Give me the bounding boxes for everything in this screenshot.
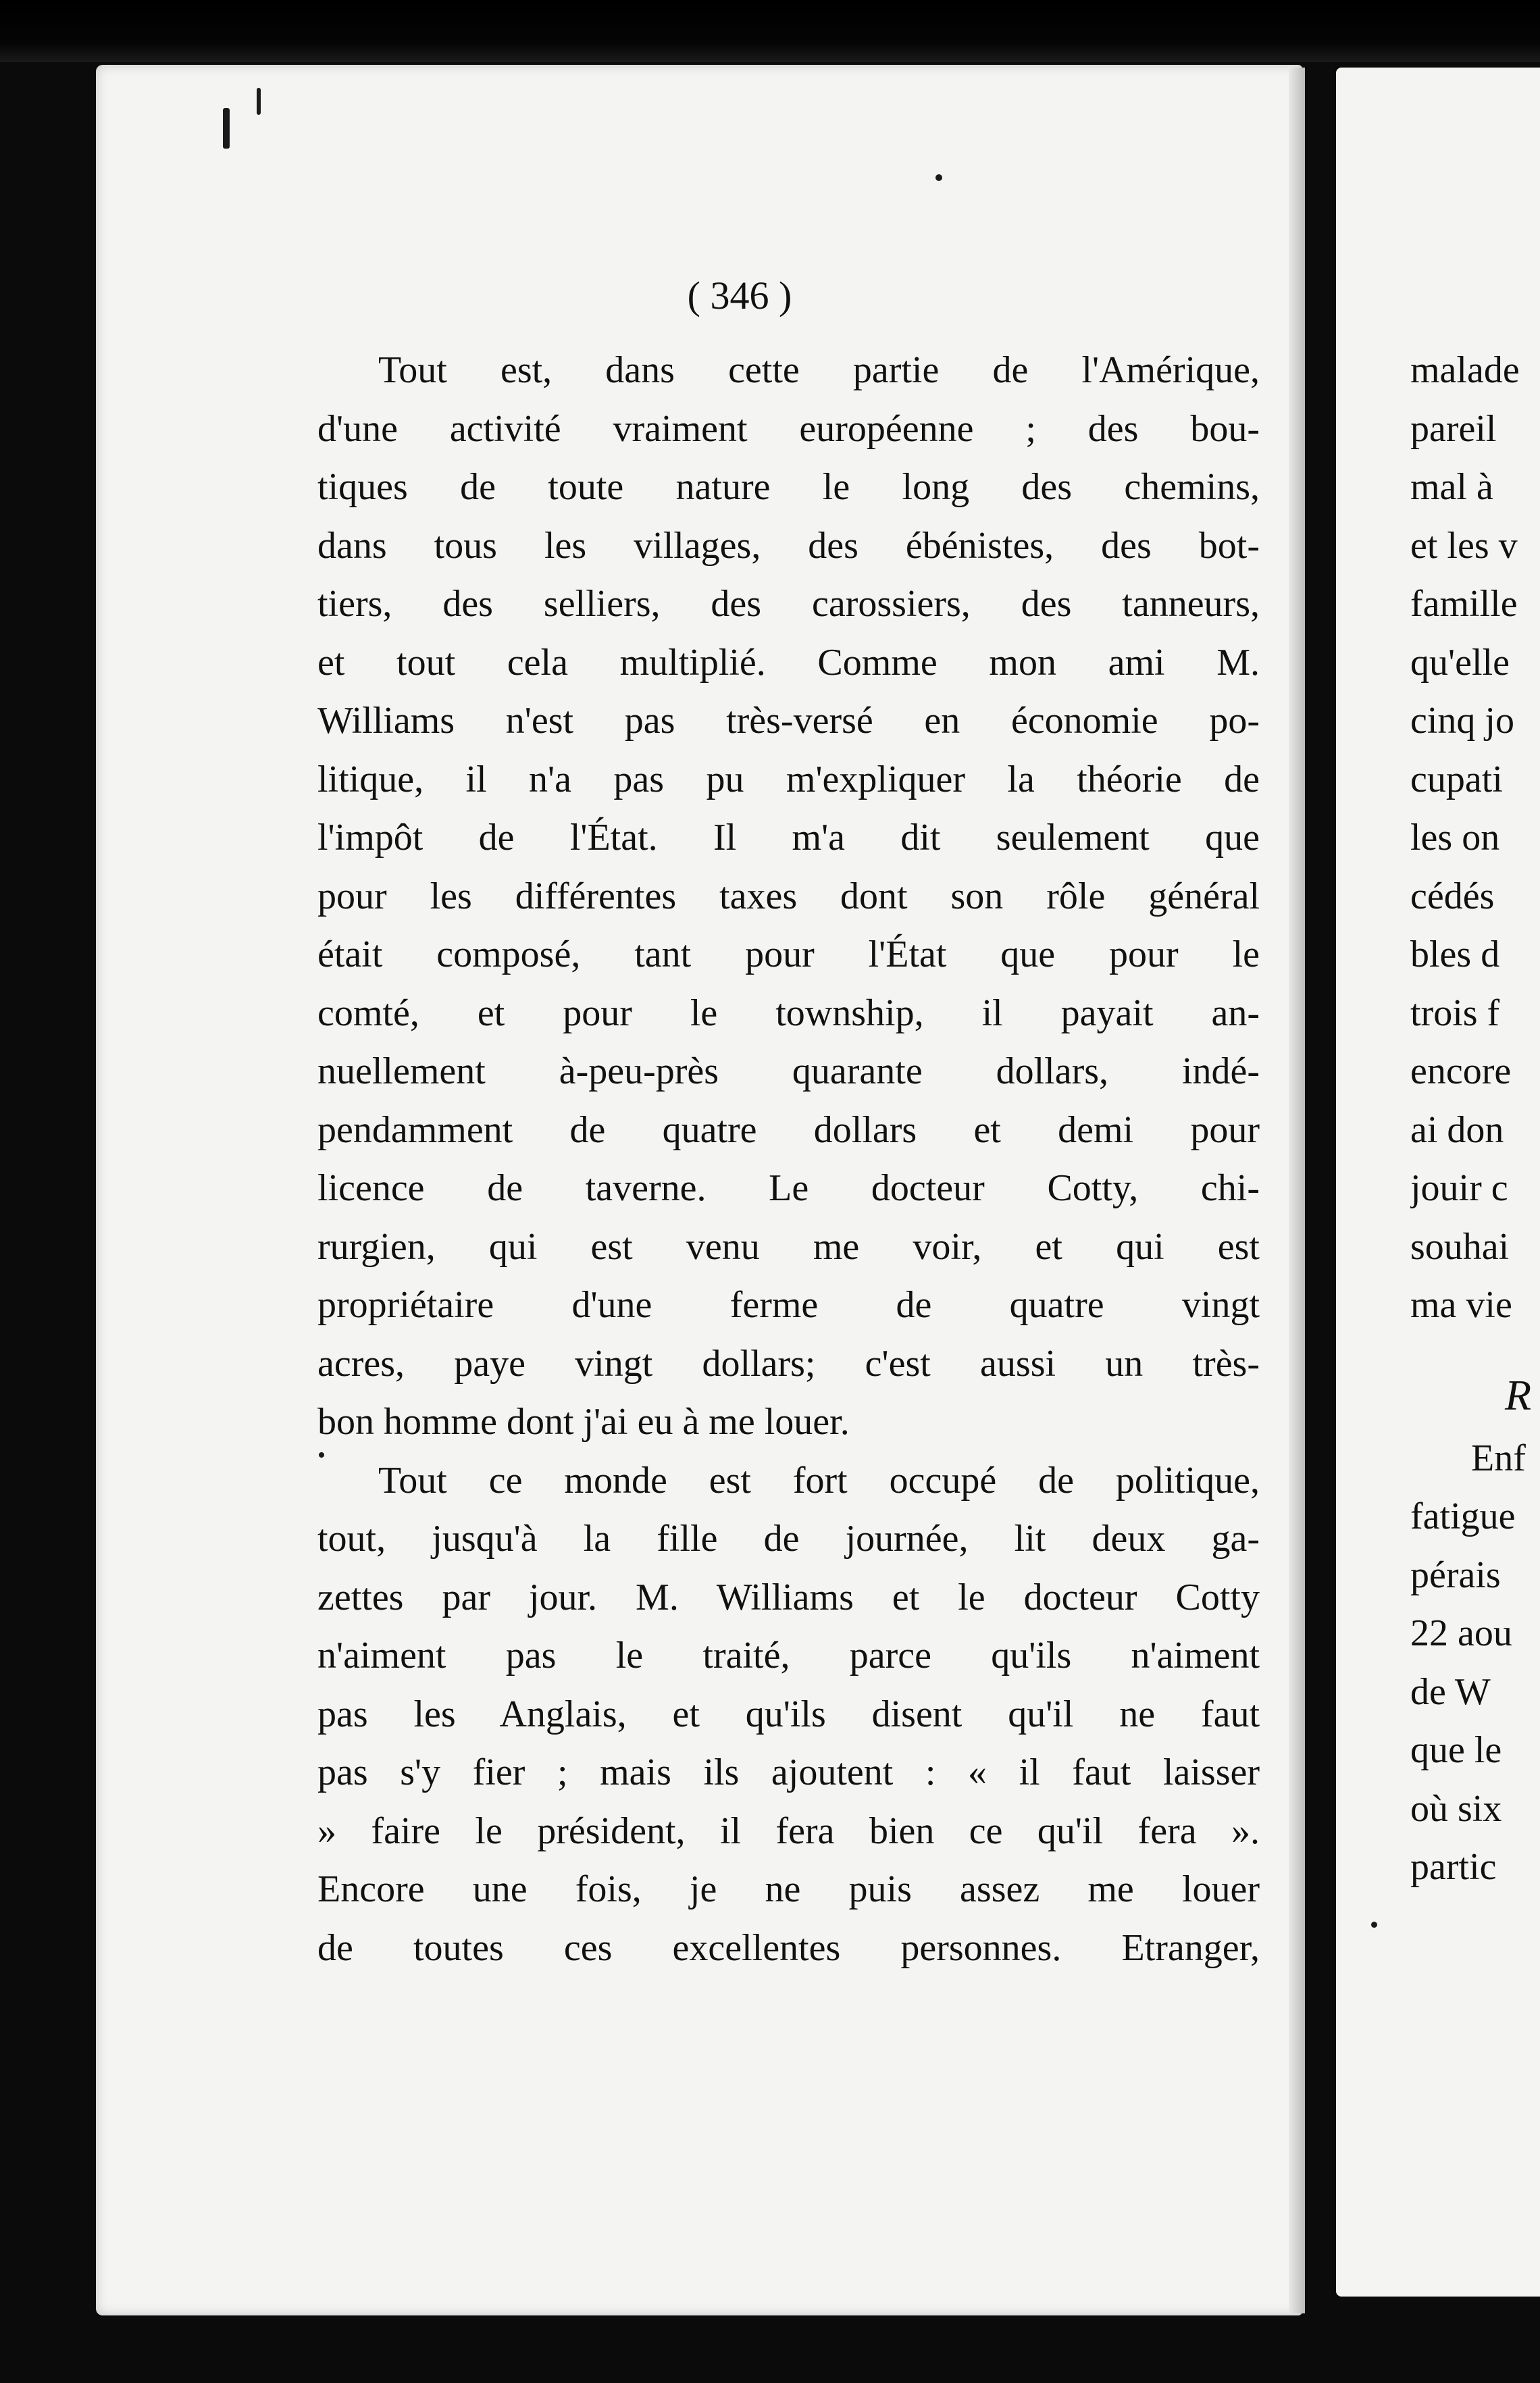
text-line: était composé, tant pour l'État que pour le <box>317 933 1260 975</box>
text-line: Enf <box>1471 1437 1526 1479</box>
text-line: de W <box>1410 1670 1491 1713</box>
text-line: tiques de toute nature le long des chemins, <box>317 466 1260 508</box>
text-line: d'une activité vraiment européenne ; des bou- <box>317 407 1260 450</box>
scan-mark <box>257 88 261 115</box>
text-line: jouir c <box>1410 1167 1508 1209</box>
text-line: encore <box>1410 1050 1512 1092</box>
text-line: ai don <box>1410 1108 1504 1151</box>
text-line: malade <box>1410 349 1520 391</box>
text-line: bles d <box>1410 933 1500 975</box>
text-line: fatigue <box>1410 1495 1516 1537</box>
text-line: zettes par jour. M. Williams et le docteur Cotty <box>317 1576 1260 1618</box>
text-line: où six <box>1410 1787 1502 1830</box>
text-line: pareil <box>1410 407 1497 450</box>
text-line: Tout est, dans cette partie de l'Amérique, <box>378 349 1260 391</box>
text-line: cupati <box>1410 758 1503 800</box>
text-line: partic <box>1410 1846 1497 1888</box>
scan-mark <box>223 108 230 149</box>
text-line: bon homme dont j'ai eu à me louer. <box>317 1401 850 1443</box>
text-line: comté, et pour le township, il payait an- <box>317 992 1260 1034</box>
text-line: trois f <box>1410 992 1500 1034</box>
text-line: l'impôt de l'État. Il m'a dit seulement que <box>317 817 1260 859</box>
text-line: licence de taverne. Le docteur Cotty, chi- <box>317 1167 1260 1209</box>
text-line: 22 aou <box>1410 1612 1512 1654</box>
left-page-body-text <box>317 341 1260 1977</box>
scan-speck <box>1371 1922 1377 1928</box>
text-line: cinq jo <box>1410 700 1514 742</box>
text-line: pour les différentes taxes dont son rôle général <box>317 875 1260 917</box>
text-line: de toutes ces excellentes personnes. Etranger, <box>317 1926 1260 1969</box>
text-line: qu'elle <box>1410 641 1510 684</box>
text-line: pas s'y fier ; mais ils ajoutent : « il faut laisser <box>317 1751 1260 1793</box>
text-line: ma vie <box>1410 1284 1512 1326</box>
text-line: famille <box>1410 583 1518 625</box>
text-line: et tout cela multiplié. Comme mon ami M. <box>317 641 1260 684</box>
text-line: pas les Anglais, et qu'ils disent qu'il ne faut <box>317 1693 1260 1735</box>
text-line: Williams n'est pas très-versé en économie po- <box>317 700 1260 742</box>
text-line: et les v <box>1410 524 1518 567</box>
text-line: litique, il n'a pas pu m'expliquer la théorie de <box>317 758 1260 800</box>
text-line: n'aiment pas le traité, parce qu'ils n'aiment <box>317 1635 1260 1676</box>
text-line: dans tous les villages, des ébénistes, des bot- <box>317 524 1260 567</box>
text-line: pendamment de quatre dollars et demi pour <box>317 1108 1260 1151</box>
page-number: ( 346 ) <box>687 274 792 317</box>
text-line: cédés <box>1410 875 1495 917</box>
left-page-edge <box>1289 68 1305 2313</box>
text-line: propriétaire d'une ferme de quatre vingt <box>317 1284 1260 1326</box>
text-line: Encore une fois, je ne puis assez me louer <box>317 1868 1260 1910</box>
scan-speck <box>319 1452 324 1458</box>
section-heading: R <box>1505 1370 1532 1419</box>
text-line: souhai <box>1410 1225 1510 1268</box>
text-line: acres, paye vingt dollars; c'est aussi un très- <box>317 1342 1260 1385</box>
right-page-cropped-text <box>1410 341 1540 1897</box>
text-line: tout, jusqu'à la fille de journée, lit deux ga- <box>317 1518 1260 1560</box>
text-line: » faire le président, il fera bien ce qu'il fera ». <box>317 1810 1260 1852</box>
text-line: que le <box>1410 1729 1502 1771</box>
scan-top-border <box>0 0 1540 62</box>
text-line: pérais <box>1410 1554 1501 1596</box>
text-line: mal à <box>1410 466 1493 508</box>
scan-speck <box>935 174 942 181</box>
text-line: les on <box>1410 817 1500 859</box>
text-line: nuellement à-peu-près quarante dollars, indé- <box>317 1050 1260 1092</box>
text-line: tiers, des selliers, des carossiers, des tanneurs, <box>317 583 1260 625</box>
text-line: rurgien, qui est venu me voir, et qui est <box>317 1225 1260 1268</box>
text-line: Tout ce monde est fort occupé de politique, <box>378 1459 1260 1502</box>
